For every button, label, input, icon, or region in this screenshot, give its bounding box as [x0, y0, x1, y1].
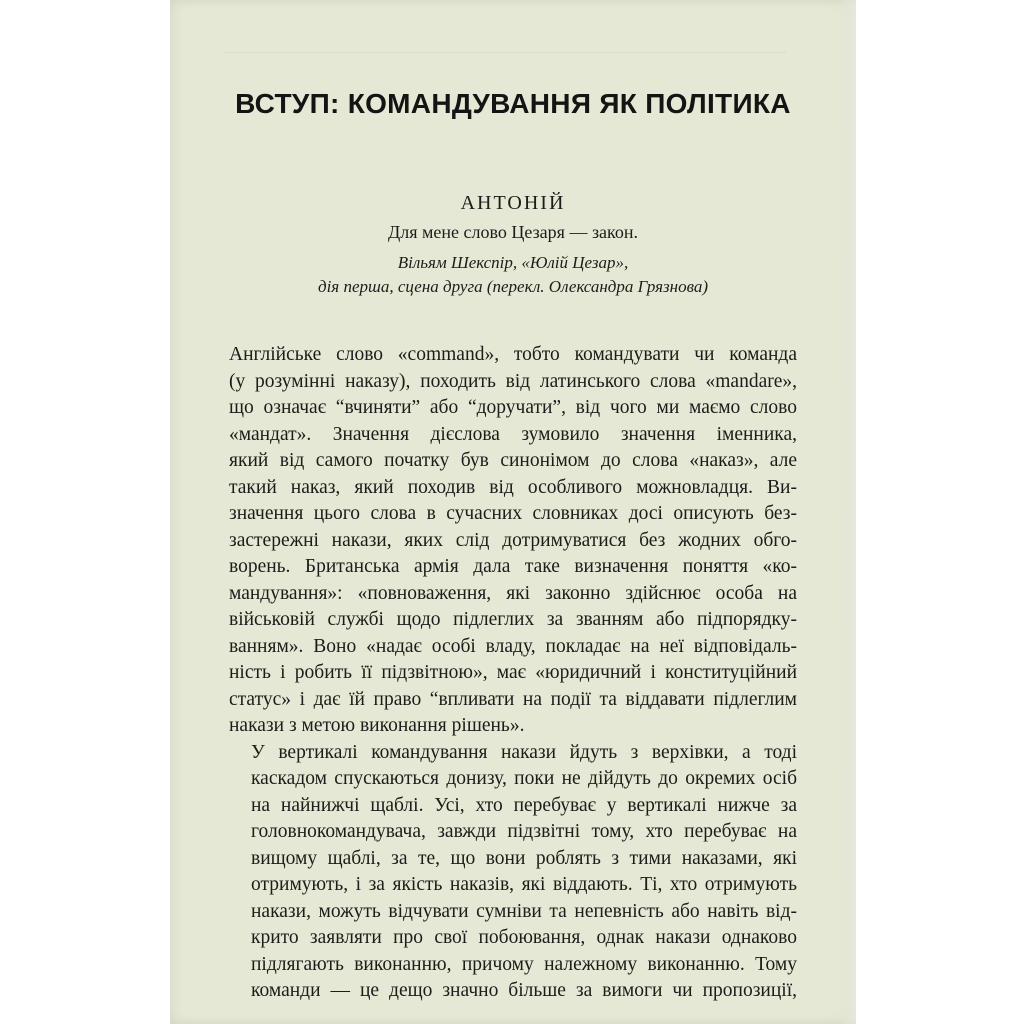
text-line: застережні накази, яких слід дотримуватися без жодних обго-: [229, 529, 797, 551]
text-line: підлягають виконанню, причому належному виконанню. Тому: [251, 953, 797, 975]
text-line: отримують, і за якість наказів, які віддають. Ті, хто отримують: [251, 874, 797, 895]
text-line: (у розумінні наказу), походить від латинського слова «mandare»,: [229, 370, 797, 392]
body-text: [229, 342, 797, 1005]
text-line: головнокомандувача, завжди підзвітні тому, хто перебуває на: [251, 821, 797, 842]
text-line: такий наказ, який походив від особливого можновладця. Ви-: [229, 476, 797, 498]
text-line: Англійське слово «command», тобто командувати чи команда: [229, 344, 797, 365]
text-line: каскадом спускаються донизу, поки не дійдуть до окремих осіб: [251, 768, 797, 789]
epigraph-source-line: Вільям Шекспір, «Юлій Цезар»,: [397, 253, 629, 272]
epigraph-source: [170, 251, 856, 299]
text-line: накази з метою виконання рішень».: [229, 715, 525, 736]
text-line: військовій службі щодо підлеглих за званням або підпорядку-: [229, 609, 797, 630]
bleed-through-header-rule: [224, 52, 786, 53]
text-line: який від самого початку був синонімом до слова «наказ», але: [229, 450, 797, 471]
text-line: мандування»: «повноваження, які законно здійснює особа на: [229, 582, 797, 604]
text-line: команди — це дещо значно більше за вимоги чи пропозиції,: [251, 980, 797, 1001]
epigraph-source-line: дія перша, сцена друга (перекл. Олександра Грязнова): [317, 277, 709, 296]
paragraph-2: [229, 740, 797, 1005]
text-line: ворень. Британська армія дала таке визначення поняття «ко-: [229, 556, 797, 577]
text-line: «мандат». Значення дієслова зумовило значення іменника,: [229, 423, 797, 445]
text-line: ність і робить її підзвітною», має «юридичний і конституційний: [229, 662, 797, 683]
text-line: У вертикалі командування накази йдуть з верхівки, а тоді: [251, 741, 797, 763]
epigraph: [170, 190, 856, 299]
paragraph-1: [229, 342, 797, 740]
text-line: накази, можуть відчувати сумніви та непевність або навіть від-: [251, 900, 797, 922]
text-line: ванням». Воно «надає особі владу, покладає на неї відповідаль-: [229, 635, 797, 657]
text-line: значення цього слова в сучасних словниках досі описують без-: [229, 503, 797, 524]
chapter-title: ВСТУП: КОМАНДУВАННЯ ЯК ПОЛІТИКА: [235, 88, 791, 119]
text-line: крито заявляти про свої побоювання, однак накази однаково: [251, 927, 797, 948]
epigraph-speaker: АНТОНІЙ: [460, 192, 566, 214]
text-line: вищому щаблі, за те, що вони роблять з тими наказами, які: [251, 847, 797, 869]
text-line: що означає “вчиняти” або “доручати”, від чого ми маємо слово: [229, 397, 797, 418]
text-line: статус» і дає їй право “впливати на події та віддавати підлеглим: [229, 688, 797, 710]
book-page: [170, 0, 856, 1024]
epigraph-quote: Для мене слово Цезаря — закон.: [387, 222, 639, 242]
text-line: на найнижчі щаблі. Усі, хто перебуває у вертикалі нижче за: [251, 794, 797, 816]
